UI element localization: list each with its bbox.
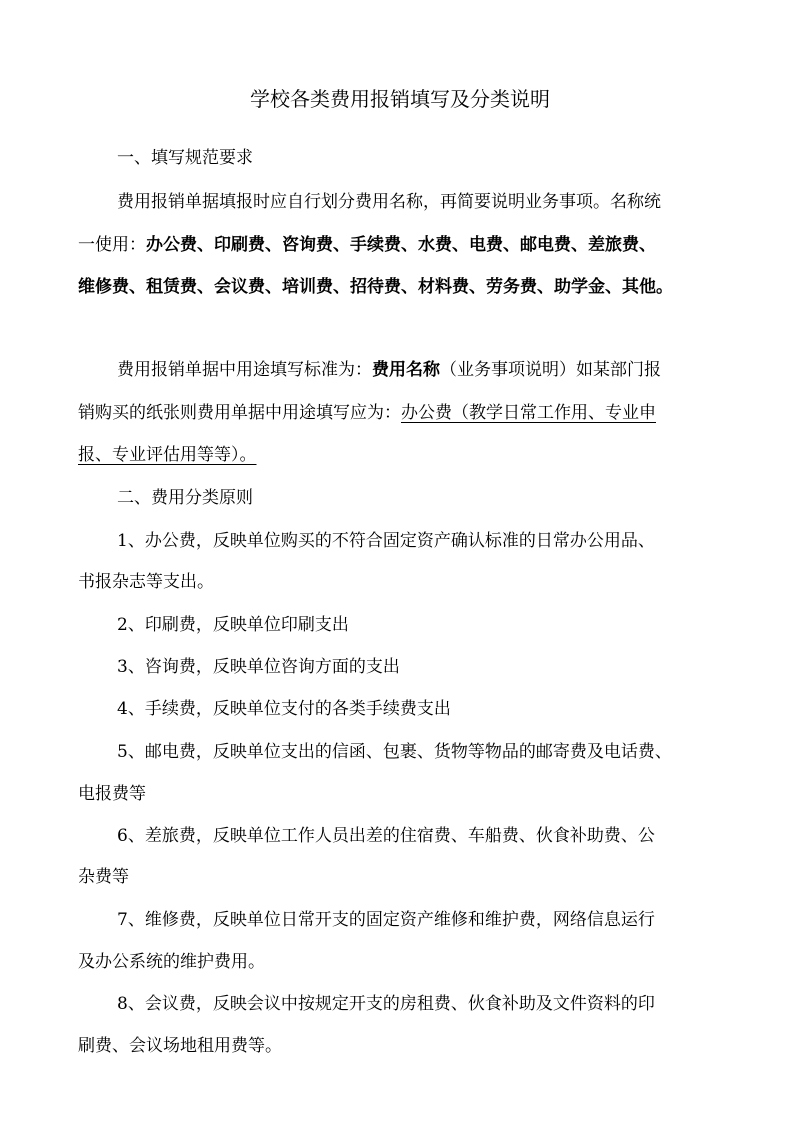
expense-names-list-part2: 维修费、租赁费、会议费、培训费、招待费、材料费、劳务费、助学金、其他。 xyxy=(78,277,673,297)
item8-line2: 刷费、会议场地租用费等。 xyxy=(78,1036,282,1056)
section1-para2-line1-prefix: 费用报销单据中用途填写标准为： xyxy=(117,360,372,380)
section1-para1-line2 xyxy=(78,231,656,259)
item2: 2、印刷费，反映单位印刷支出 xyxy=(117,615,349,635)
example-usage-part1: 办公费（教学日常工作用、专业申 xyxy=(401,403,656,423)
item1-line1: 1、办公费，反映单位购买的不符合固定资产确认标准的日常办公用品、 xyxy=(117,531,655,551)
item8-line1: 8、会议费，反映会议中按规定开支的房租费、伙食补助及文件资料的印 xyxy=(117,994,655,1014)
item7-line1: 7、维修费，反映单位日常开支的固定资产维修和维护费，网络信息运行 xyxy=(117,910,655,930)
section2-heading: 二、费用分类原则 xyxy=(117,488,253,508)
section1-para1-line2-prefix: 一使用： xyxy=(78,235,146,255)
section1-para2-line2-prefix: 销购买的纸张则费用单据中用途填写应为： xyxy=(78,403,401,423)
section1-para1-line1: 费用报销单据填报时应自行划分费用名称，再简要说明业务事项。名称统 xyxy=(117,192,661,212)
expense-names-list-part1: 办公费、印刷费、咨询费、手续费、水费、电费、邮电费、差旅费、 xyxy=(146,235,656,255)
item4: 4、手续费，反映单位支付的各类手续费支出 xyxy=(117,699,451,719)
item6-line1: 6、差旅费，反映单位工作人员出差的住宿费、车船费、伙食补助费、公 xyxy=(117,826,655,846)
item5-line2: 电报费等 xyxy=(78,784,146,804)
section1-heading: 一、填写规范要求 xyxy=(117,148,253,168)
item5-line1: 5、邮电费，反映单位支出的信函、包裹、货物等物品的邮寄费及电话费、 xyxy=(117,742,672,762)
item1-line2: 书报杂志等支出。 xyxy=(78,572,214,592)
document-title: 学校各类费用报销填写及分类说明 xyxy=(250,87,550,111)
section1-para2-line2 xyxy=(78,399,656,427)
section1-para2-line1 xyxy=(117,356,661,384)
item7-line2: 及办公系统的维护费用。 xyxy=(78,952,265,972)
expense-name-label: 费用名称 xyxy=(372,360,440,380)
example-usage-part2: 报、专业评估用等等）。 xyxy=(78,445,257,465)
section1-para2-line1-suffix: （业务事项说明）如某部门报 xyxy=(440,360,661,380)
item3: 3、咨询费，反映单位咨询方面的支出 xyxy=(117,657,400,677)
item6-line2: 杂费等 xyxy=(78,867,129,887)
